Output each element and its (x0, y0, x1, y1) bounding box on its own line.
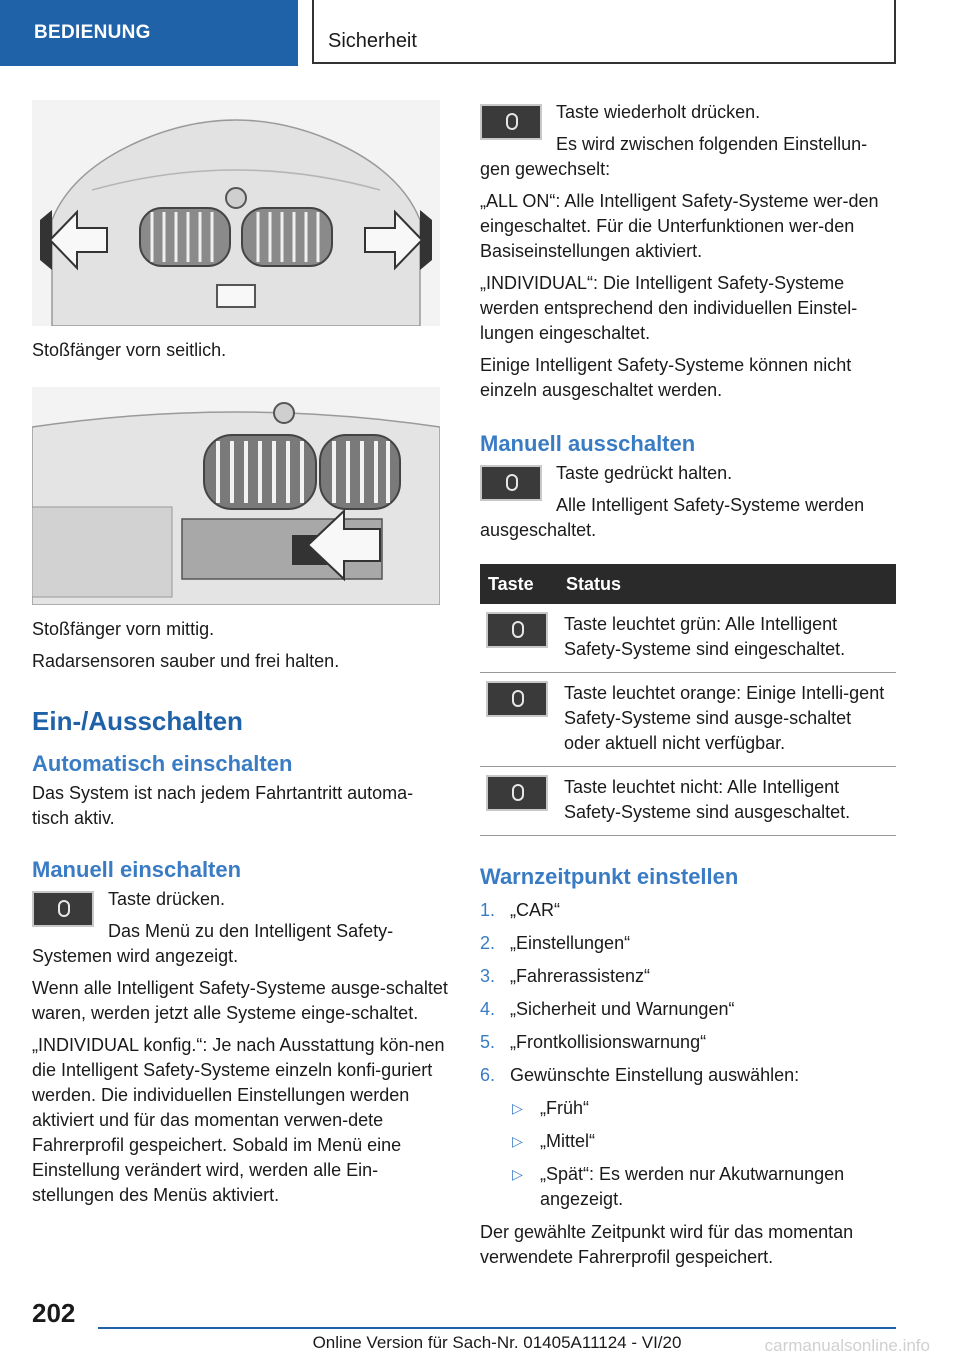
sub-list (510, 1096, 896, 1212)
list-item: 3. „Fahrerassistenz“ (480, 966, 651, 986)
list-item: ▷ „Früh“ (510, 1096, 896, 1121)
btn-switch-text: Es wird zwischen folgenden Einstellun-gen gewechselt: (480, 134, 868, 179)
btn-hold-text: Taste gedrückt halten. (556, 463, 733, 483)
heading-auto: Automatisch einschalten (32, 751, 293, 776)
safety-button-icon (480, 465, 542, 501)
para-indiv: „INDIVIDUAL“: Die Intelligent Safety-Systeme werden entsprechend den individuellen Einstel-lungen eingeschaltet. (480, 273, 858, 343)
watermark: carmanualsonline.info (764, 1336, 930, 1355)
page-number: 202 (32, 1298, 76, 1328)
para-clean: Radarsensoren sauber und frei halten. (32, 651, 340, 671)
left-column (32, 100, 448, 1215)
table-row (480, 767, 896, 836)
heading-manual-on: Manuell einschalten (32, 857, 242, 882)
para-saved: Der gewählte Zeitpunkt wird für das momentan verwendete Fahrerprofil gespeichert. (480, 1222, 854, 1267)
table-cell-status: Taste leuchtet orange: Einige Intelli-gent Safety-Systeme sind ausge-schaltet oder aktuell nicht verfügbar. (558, 673, 896, 767)
list-item: ▷ „Spät“: Es werden nur Akutwarnungen angezeigt. (512, 1164, 845, 1209)
footer-text: Online Version für Sach-Nr. 01405A11124 - VI/20 (312, 1333, 682, 1352)
table-cell-status: Taste leuchtet nicht: Alle Intelligent Safety-Systeme sind ausgeschaltet. (558, 767, 896, 836)
table-header-status: Status (558, 564, 896, 604)
list-item: 6. Gewünschte Einstellung auswählen: ▷ „Früh“ ▷ „Mittel“ ▷ „Spät“: Es werden nur Akutwarnungen angezeigt. (480, 1063, 896, 1212)
list-item: 4. „Sicherheit und Warnungen“ (480, 999, 735, 1019)
heading-manual-off: Manuell ausschalten (480, 431, 696, 456)
btn-repeat-text: Taste wiederholt drücken. (556, 102, 761, 122)
triangle-bullet-icon: ▷ (512, 1166, 523, 1182)
btn-menu-text: Das Menü zu den Intelligent Safety-Systemen wird angezeigt. (32, 921, 394, 966)
btn-all-off-text: Alle Intelligent Safety-Systeme werden ausgeschaltet. (480, 495, 865, 540)
btn-block-hold (480, 461, 896, 550)
table-cell-status: Taste leuchtet grün: Alle Intelligent Safety-Systeme sind eingeschaltet. (558, 604, 896, 673)
triangle-bullet-icon: ▷ (512, 1100, 523, 1116)
btn-block-repeat (480, 100, 896, 189)
caption-center: Stoßfänger vorn mittig. (32, 619, 215, 639)
para-all-on: „ALL ON“: Alle Intelligent Safety-Systeme wer-den eingeschaltet. Für die Unterfunktionen wer-den Basiseinstellungen aktiviert. (480, 191, 879, 261)
list-item: ▷ „Mittel“ (510, 1129, 896, 1154)
safety-button-green-icon (486, 612, 548, 648)
list-item: 1. „CAR“ (480, 900, 560, 920)
para-individual: „INDIVIDUAL konfig.“: Je nach Ausstattung kön-nen die Intelligent Safety-Systeme einzeln konfi-guriert werden. Die individuellen Einstellungen werden aktiviert und für das momentan verwen-dete Fahrerprofil gespeichert. Sobald im Menü eine Einstellung verändert wird, werden alle Ein-stellungen des Menüs aktiviert. (32, 1035, 445, 1205)
triangle-bullet-icon: ▷ (512, 1133, 523, 1149)
table-row (480, 604, 896, 673)
btn-press-text: Taste drücken. (108, 889, 226, 909)
section-tab: BEDIENUNG (0, 0, 298, 66)
safety-button-icon (480, 104, 542, 140)
table-row (480, 673, 896, 767)
caption-side: Stoßfänger vorn seitlich. (32, 340, 227, 360)
para-all-off: Wenn alle Intelligent Safety-Systeme ausge-schaltet waren, werden jetzt alle Systeme einge-schaltet. (32, 978, 448, 1023)
chapter-title: Sicherheit (312, 0, 896, 64)
list-item: 2. „Einstellungen“ (480, 933, 631, 953)
heading-onoff: Ein-/Ausschalten (32, 706, 243, 736)
para-auto: Das System ist nach jedem Fahrtantritt automa-tisch aktiv. (32, 783, 414, 828)
safety-button-orange-icon (486, 681, 548, 717)
safety-button-off-icon (486, 775, 548, 811)
btn-block-press (32, 887, 448, 976)
safety-button-icon (32, 891, 94, 927)
heading-warn: Warnzeitpunkt einstellen (480, 864, 739, 889)
list-item: 5. „Frontkollisionswarnung“ (480, 1032, 707, 1052)
step-list (480, 898, 896, 1212)
bumper-side-image (32, 100, 440, 326)
status-table (480, 564, 896, 836)
bumper-center-image (32, 387, 440, 605)
right-column (480, 100, 896, 1277)
table-header-key: Taste (480, 564, 558, 604)
para-some: Einige Intelligent Safety-Systeme können nicht einzeln ausgeschaltet werden. (480, 355, 852, 400)
